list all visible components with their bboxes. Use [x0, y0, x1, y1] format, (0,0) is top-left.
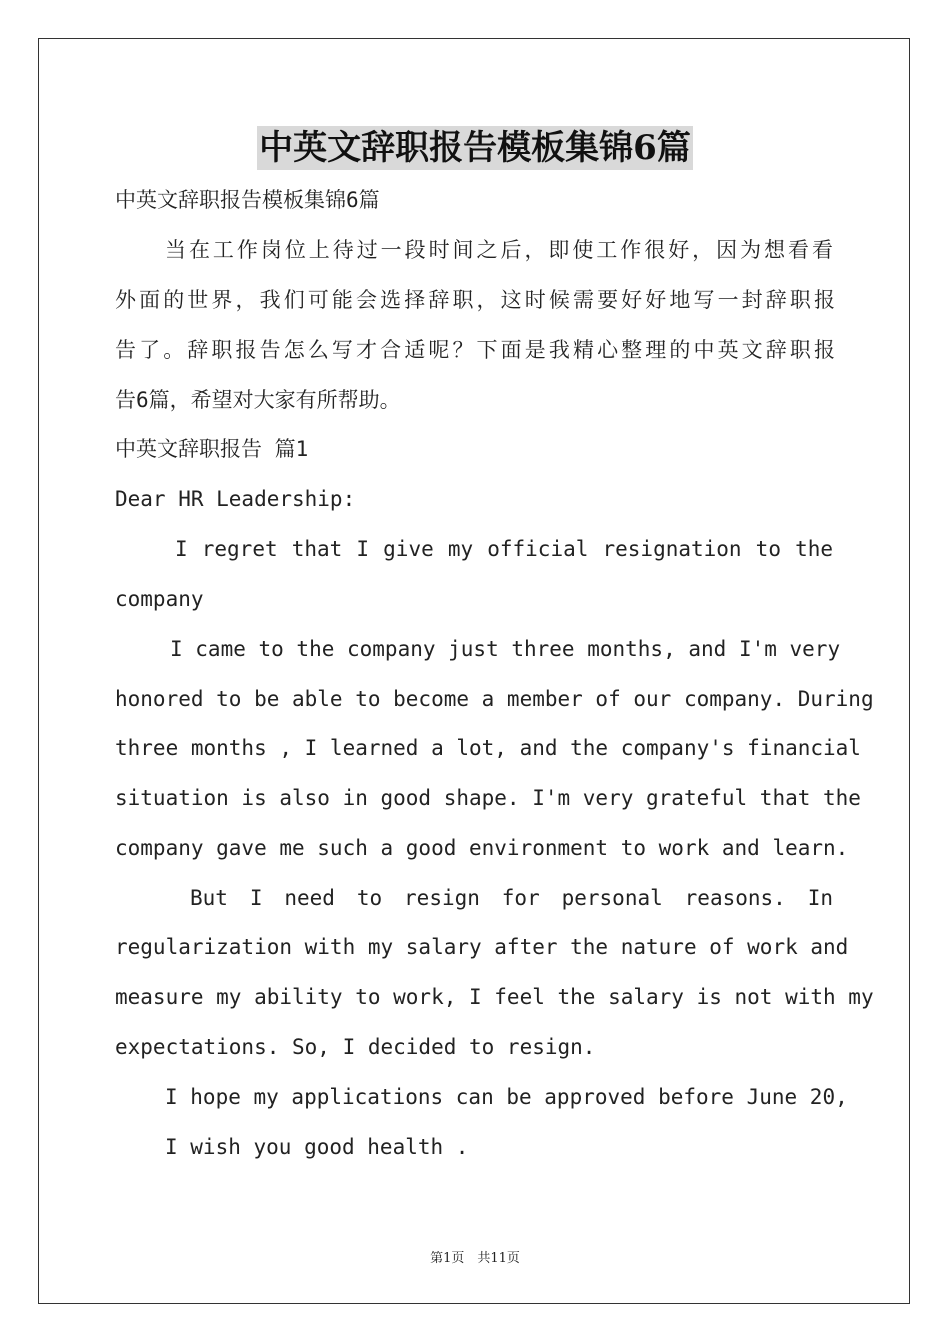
- page-border: [38, 38, 910, 1304]
- body-line-7: company gave me such a good environment to work and learn.: [115, 836, 849, 860]
- title-container: [0, 126, 950, 170]
- body-line-5: three months , I learned a lot, and the company's financial: [115, 736, 861, 760]
- body-line-9: regularization with my salary after the nature of work and: [115, 935, 849, 959]
- body-line-10: measure my ability to work, I feel the salary is not with my: [115, 985, 874, 1009]
- body-line-6: situation is also in good shape. I'm very grateful that the: [115, 786, 861, 810]
- body-line-4: honored to be able to become a member of our company. During: [115, 687, 874, 711]
- closing-line-2: I wish you good health .: [165, 1135, 469, 1159]
- page-footer: 第1页 共11页: [430, 1251, 520, 1266]
- closing-line-1: I hope my applications can be approved before June 20,: [165, 1085, 848, 1109]
- document-title: 中英文辞职报告模板集锦6篇: [259, 128, 691, 168]
- intro-line-3: 告了。辞职报告怎么写才合适呢？下面是我精心整理的中英文辞职报: [115, 338, 835, 362]
- section-heading: 中英文辞职报告 篇1: [115, 437, 309, 461]
- body-line-2: company: [115, 587, 204, 611]
- body-line-8: But I need to resign for personal reasons. In: [190, 886, 833, 910]
- intro-line-2: 外面的世界，我们可能会选择辞职，这时候需要好好地写一封辞职报: [115, 288, 835, 312]
- salutation: Dear HR Leadership:: [115, 487, 356, 511]
- body-line-1: I regret that I give my official resignation to the: [175, 537, 833, 561]
- subtitle-line: 中英文辞职报告模板集锦6篇: [115, 188, 380, 212]
- intro-line-4: 告6篇，希望对大家有所帮助。: [115, 388, 401, 412]
- intro-line-1: 当在工作岗位上待过一段时间之后，即使工作很好，因为想看看: [165, 238, 833, 262]
- body-line-3: I came to the company just three months, and I'm very: [170, 637, 841, 661]
- body-line-11: expectations. So, I decided to resign.: [115, 1035, 596, 1059]
